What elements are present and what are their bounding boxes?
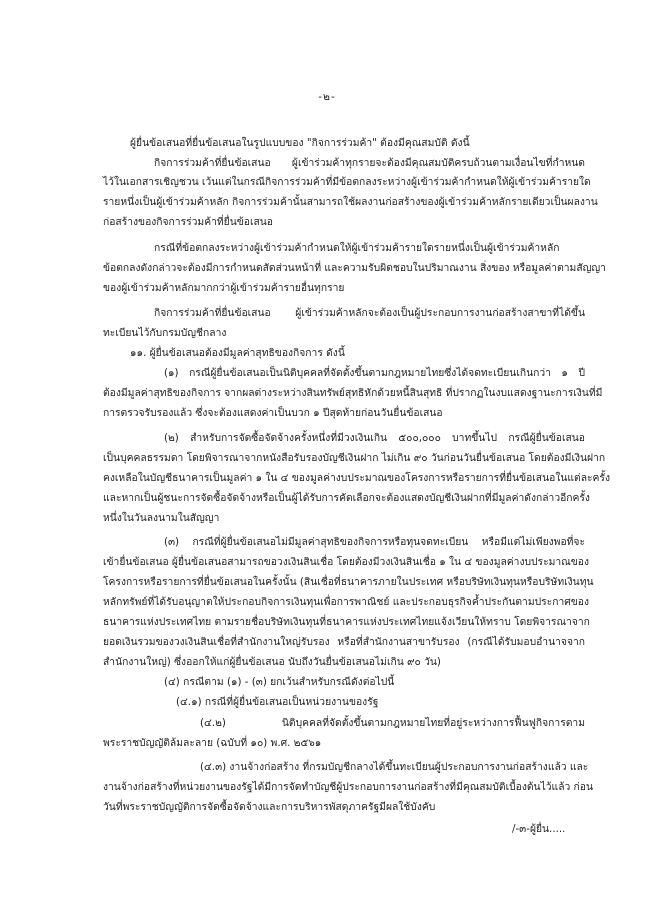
paragraph-line: การตรวจรับรองแล้ว ซึ่งจะต้องแสดงค่าเป็นบวก ๑ ปีสุดท้ายก่อนวันยื่นข้อเสนอ: [103, 407, 443, 419]
paragraph-line: (๔) กรณีตาม (๑) - (๓) ยกเว้นสำหรับกรณีดังต่อไปนี้: [164, 676, 395, 688]
paragraph-line: ต้องมีมูลค่าสุทธิของกิจการ จากผลต่างระหว่างสินทรัพย์สุทธิหักด้วยหนี้สินสุทธิ ที่ปรากฏในงบแสดงฐานะการเงินที่มี: [103, 387, 603, 399]
paragraph-line: เป็นบุคคลธรรมดา โดยพิจารณาจากหนังสือรับรองบัญชีเงินฝาก ไม่เกิน ๙๐ วันก่อนวันยื่นข้อเสนอ โดยต้องมีเงินฝาก: [103, 452, 606, 464]
paragraph-line: ทะเบียนไว้กับกรมบัญชีกลาง: [103, 327, 227, 339]
paragraph-line: หลักทรัพย์ที่ได้รับอนุญาตให้ประกอบกิจการเงินทุนเพื่อการพาณิชย์ และประกอบธุรกิจค้ำประกันตามประกาศของ: [103, 596, 590, 608]
page-number: -๒-: [318, 91, 336, 103]
paragraph-line: ไว้ในเอกสารเชิญชวน เว้นแต่ในกรณีกิจการร่วมค้าที่มีข้อตกลงระหว่างผู้เข้าร่วมค้ากำหนดให้ผู้เข้าร่วมค้ารายใด: [103, 176, 591, 188]
paragraph-line: สำนักงานใหญ่) ซึ่งออกให้แก่ผู้ยื่นข้อเสนอ นับถึงวันยื่นข้อเสนอไม่เกิน ๙๐ วัน): [103, 656, 441, 668]
paragraph-line: ผู้ยื่นข้อเสนอที่ยื่นข้อเสนอในรูปแบบของ "กิจการร่วมค้า" ต้องมีคุณสมบัติ ดังนี้: [130, 137, 470, 149]
paragraph-line: คงเหลือในบัญชีธนาคารเป็นมูลค่า ๑ ใน ๔ ของมูลค่างบประมาณของโครงการหรือรายการที่ยื่นข้อเสนอในแต่ละครั้ง: [103, 472, 610, 484]
paragraph-line: เข้ายื่นข้อเสนอ ผู้ยื่นข้อเสนอสามารถขอวงเงินสินเชื่อ โดยต้องมีวงเงินสินเชื่อ ๑ ใน ๔ ของมูลค่างบประมาณของ: [103, 556, 589, 568]
paragraph-line: งานจ้างก่อสร้างที่หน่วยงานของรัฐได้มีการจัดทำบัญชีผู้ประกอบการงานก่อสร้างที่มีคุณสมบัติเบื้องต้นไว้แล้ว ก่อน: [103, 781, 594, 793]
paragraph-line: (๓) กรณีที่ผู้ยื่นข้อเสนอไม่มีมูลค่าสุทธิของกิจการหรือทุนจดทะเบียน หรือมีแต่ไม่เพียงพอที่จะ: [164, 536, 585, 548]
paragraph-line: หนึ่งในวันลงนามในสัญญา: [103, 512, 220, 524]
paragraph-line: (๔.๓) งานจ้างก่อสร้าง ที่กรมบัญชีกลางได้ขึ้นทะเบียนผู้ประกอบการงานก่อสร้างแล้ว และ: [200, 761, 589, 773]
paragraph-line: ก่อสร้างของกิจการร่วมค้าที่ยื่นข้อเสนอ: [103, 216, 273, 228]
paragraph-line: กรณีที่ข้อตกลงระหว่างผู้เข้าร่วมค้ากำหนดให้ผู้เข้าร่วมค้ารายใดรายหนึ่งเป็นผู้เข้าร่วมค้าหลัก: [154, 242, 560, 254]
continuation-note: /-๓-ผู้ยื่น.....: [512, 823, 566, 835]
paragraph-line: ยอดเงินรวมของวงเงินสินเชื่อที่สำนักงานใหญ่รับรอง หรือที่สำนักงานสาขารับรอง (กรณีได้รับมอบอำนาจจาก: [103, 636, 585, 648]
paragraph-line: (๑) กรณีผู้ยื่นข้อเสนอเป็นนิติบุคคลที่จัดตั้งขึ้นตามกฎหมายไทยซึ่งได้จดทะเบียนเกินกว่า ๑ ปี: [164, 367, 585, 379]
paragraph-line: ธนาคารแห่งประเทศไทย ตามรายชื่อบริษัทเงินทุนที่ธนาคารแห่งประเทศไทยแจ้งเวียนให้ทราบ โดยพิจารณาจาก: [103, 616, 590, 628]
paragraph-line: วันที่พระราชบัญญัติการจัดซื้อจัดจ้างและการบริหารพัสดุภาครัฐมีผลใช้บังคับ: [103, 801, 436, 813]
paragraph-line: รายหนึ่งเป็นผู้เข้าร่วมค้าหลัก กิจการร่วมค้านั้นสามารถใช้ผลงานก่อสร้างของผู้เข้าร่วมค้าหลักรายเดียวเป็นผลงาน: [103, 196, 598, 208]
paragraph-line: (๒) สำหรับการจัดซื้อจัดจ้างครั้งหนึ่งที่มีวงเงินเกิน ๕๐๐,๐๐๐ บาทขึ้นไป กรณีผู้ยื่นข้อเสนอ: [164, 432, 585, 444]
paragraph-line: ของผู้เข้าร่วมค้าหลักมากกว่าผู้เข้าร่วมค้ารายอื่นทุกราย: [103, 282, 345, 294]
paragraph-line: (๔.๑) กรณีที่ผู้ยื่นข้อเสนอเป็นหน่วยงานของรัฐ: [176, 696, 379, 708]
section-heading: ๑๑. ผู้ยื่นข้อเสนอต้องมีมูลค่าสุทธิของกิจการ ดังนี้: [130, 347, 345, 359]
paragraph-line: โครงการหรือรายการที่ยื่นข้อเสนอในครั้งนั้น (สินเชื่อที่ธนาคารภายในประเทศ หรือบริษัทเงินทุนหรือบริษัทเงินทุน: [103, 576, 594, 588]
paragraph-line: กิจการร่วมค้าที่ยื่นข้อเสนอ ผู้เข้าร่วมค้าหลักจะต้องเป็นผู้ประกอบการงานก่อสร้างสาขาที่ได้ขึ้น: [154, 307, 585, 319]
paragraph-line: กิจการร่วมค้าที่ยื่นข้อเสนอ ผู้เข้าร่วมค้าทุกรายจะต้องมีคุณสมบัติครบถ้วนตามเงื่อนไขที่กำหนด: [154, 157, 585, 169]
paragraph-line: และหากเป็นผู้ชนะการจัดซื้อจัดจ้างหรือเป็นผู้ได้รับการคัดเลือกจะต้องแสดงบัญชีเงินฝากที่มีมูลค่าดังกล่าวอีกครั้ง: [103, 492, 590, 504]
paragraph-line: (๔.๒) นิติบุคคลที่จัดตั้งขึ้นตามกฎหมายไทยที่อยู่ระหว่างการฟื้นฟูกิจการตาม: [200, 717, 585, 729]
paragraph-line: พระราชบัญญัติล้มละลาย (ฉบับที่ ๑๐) พ.ศ. ๒๕๖๑: [103, 737, 322, 749]
paragraph-line: ข้อตกลงดังกล่าวจะต้องมีการกำหนดสัดส่วนหน้าที่ และความรับผิดชอบในปริมาณงาน สิ่งของ หรือมูลค่าตามสัญญา: [103, 262, 606, 274]
